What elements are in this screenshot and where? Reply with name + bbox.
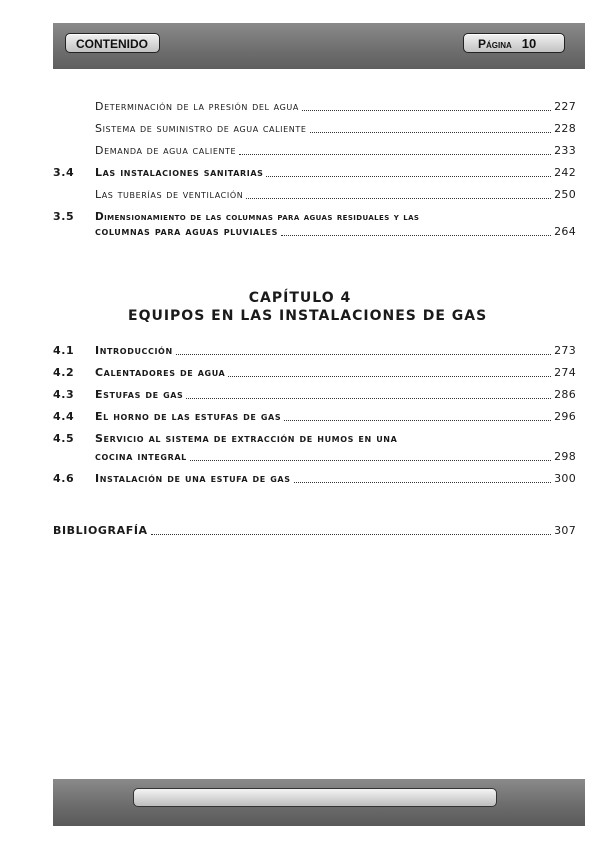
toc-entry: 3.5 Dimensionamiento de las columnas para aguas residuales y las <box>53 210 420 223</box>
toc-entry: Determinación de la presión del agua 227 <box>95 100 576 113</box>
toc-bibliography: BIBLIOGRAFÍA 307 <box>53 524 576 537</box>
footer-bar <box>53 779 585 826</box>
toc-entry: Sistema de suministro de agua caliente 228 <box>95 122 576 135</box>
toc-entry: 4.6 Instalación de una estufa de gas 300 <box>53 472 576 485</box>
toc-entry: 4.1 Introducción 273 <box>53 344 576 357</box>
toc-entry: Demanda de agua caliente 233 <box>95 144 576 157</box>
chapter-title: EQUIPOS EN LAS INSTALACIONES DE GAS <box>128 308 488 324</box>
toc-entry: 4.4 El horno de las estufas de gas 296 <box>53 410 576 423</box>
toc-entry: columnas para aguas pluviales 264 <box>95 225 576 238</box>
toc-entry: 3.4 Las instalaciones sanitarias 242 <box>53 166 576 179</box>
chapter-label: CAPÍTULO 4 <box>248 290 352 306</box>
section-label: CONTENIDO <box>65 33 160 53</box>
header-bar <box>53 23 585 69</box>
page-indicator <box>463 33 565 53</box>
footer-panel <box>133 788 497 807</box>
toc-entry: 4.5 Servicio al sistema de extracción de humos en una <box>53 432 398 445</box>
toc-entry: 4.2 Calentadores de agua 274 <box>53 366 576 379</box>
page-word: Página <box>478 37 512 51</box>
toc-entry: Las tuberías de ventilación 250 <box>95 188 576 201</box>
toc-entry: cocina integral 298 <box>95 450 576 463</box>
toc-entry: 4.3 Estufas de gas 286 <box>53 388 576 401</box>
page-number: 10 <box>521 36 537 51</box>
